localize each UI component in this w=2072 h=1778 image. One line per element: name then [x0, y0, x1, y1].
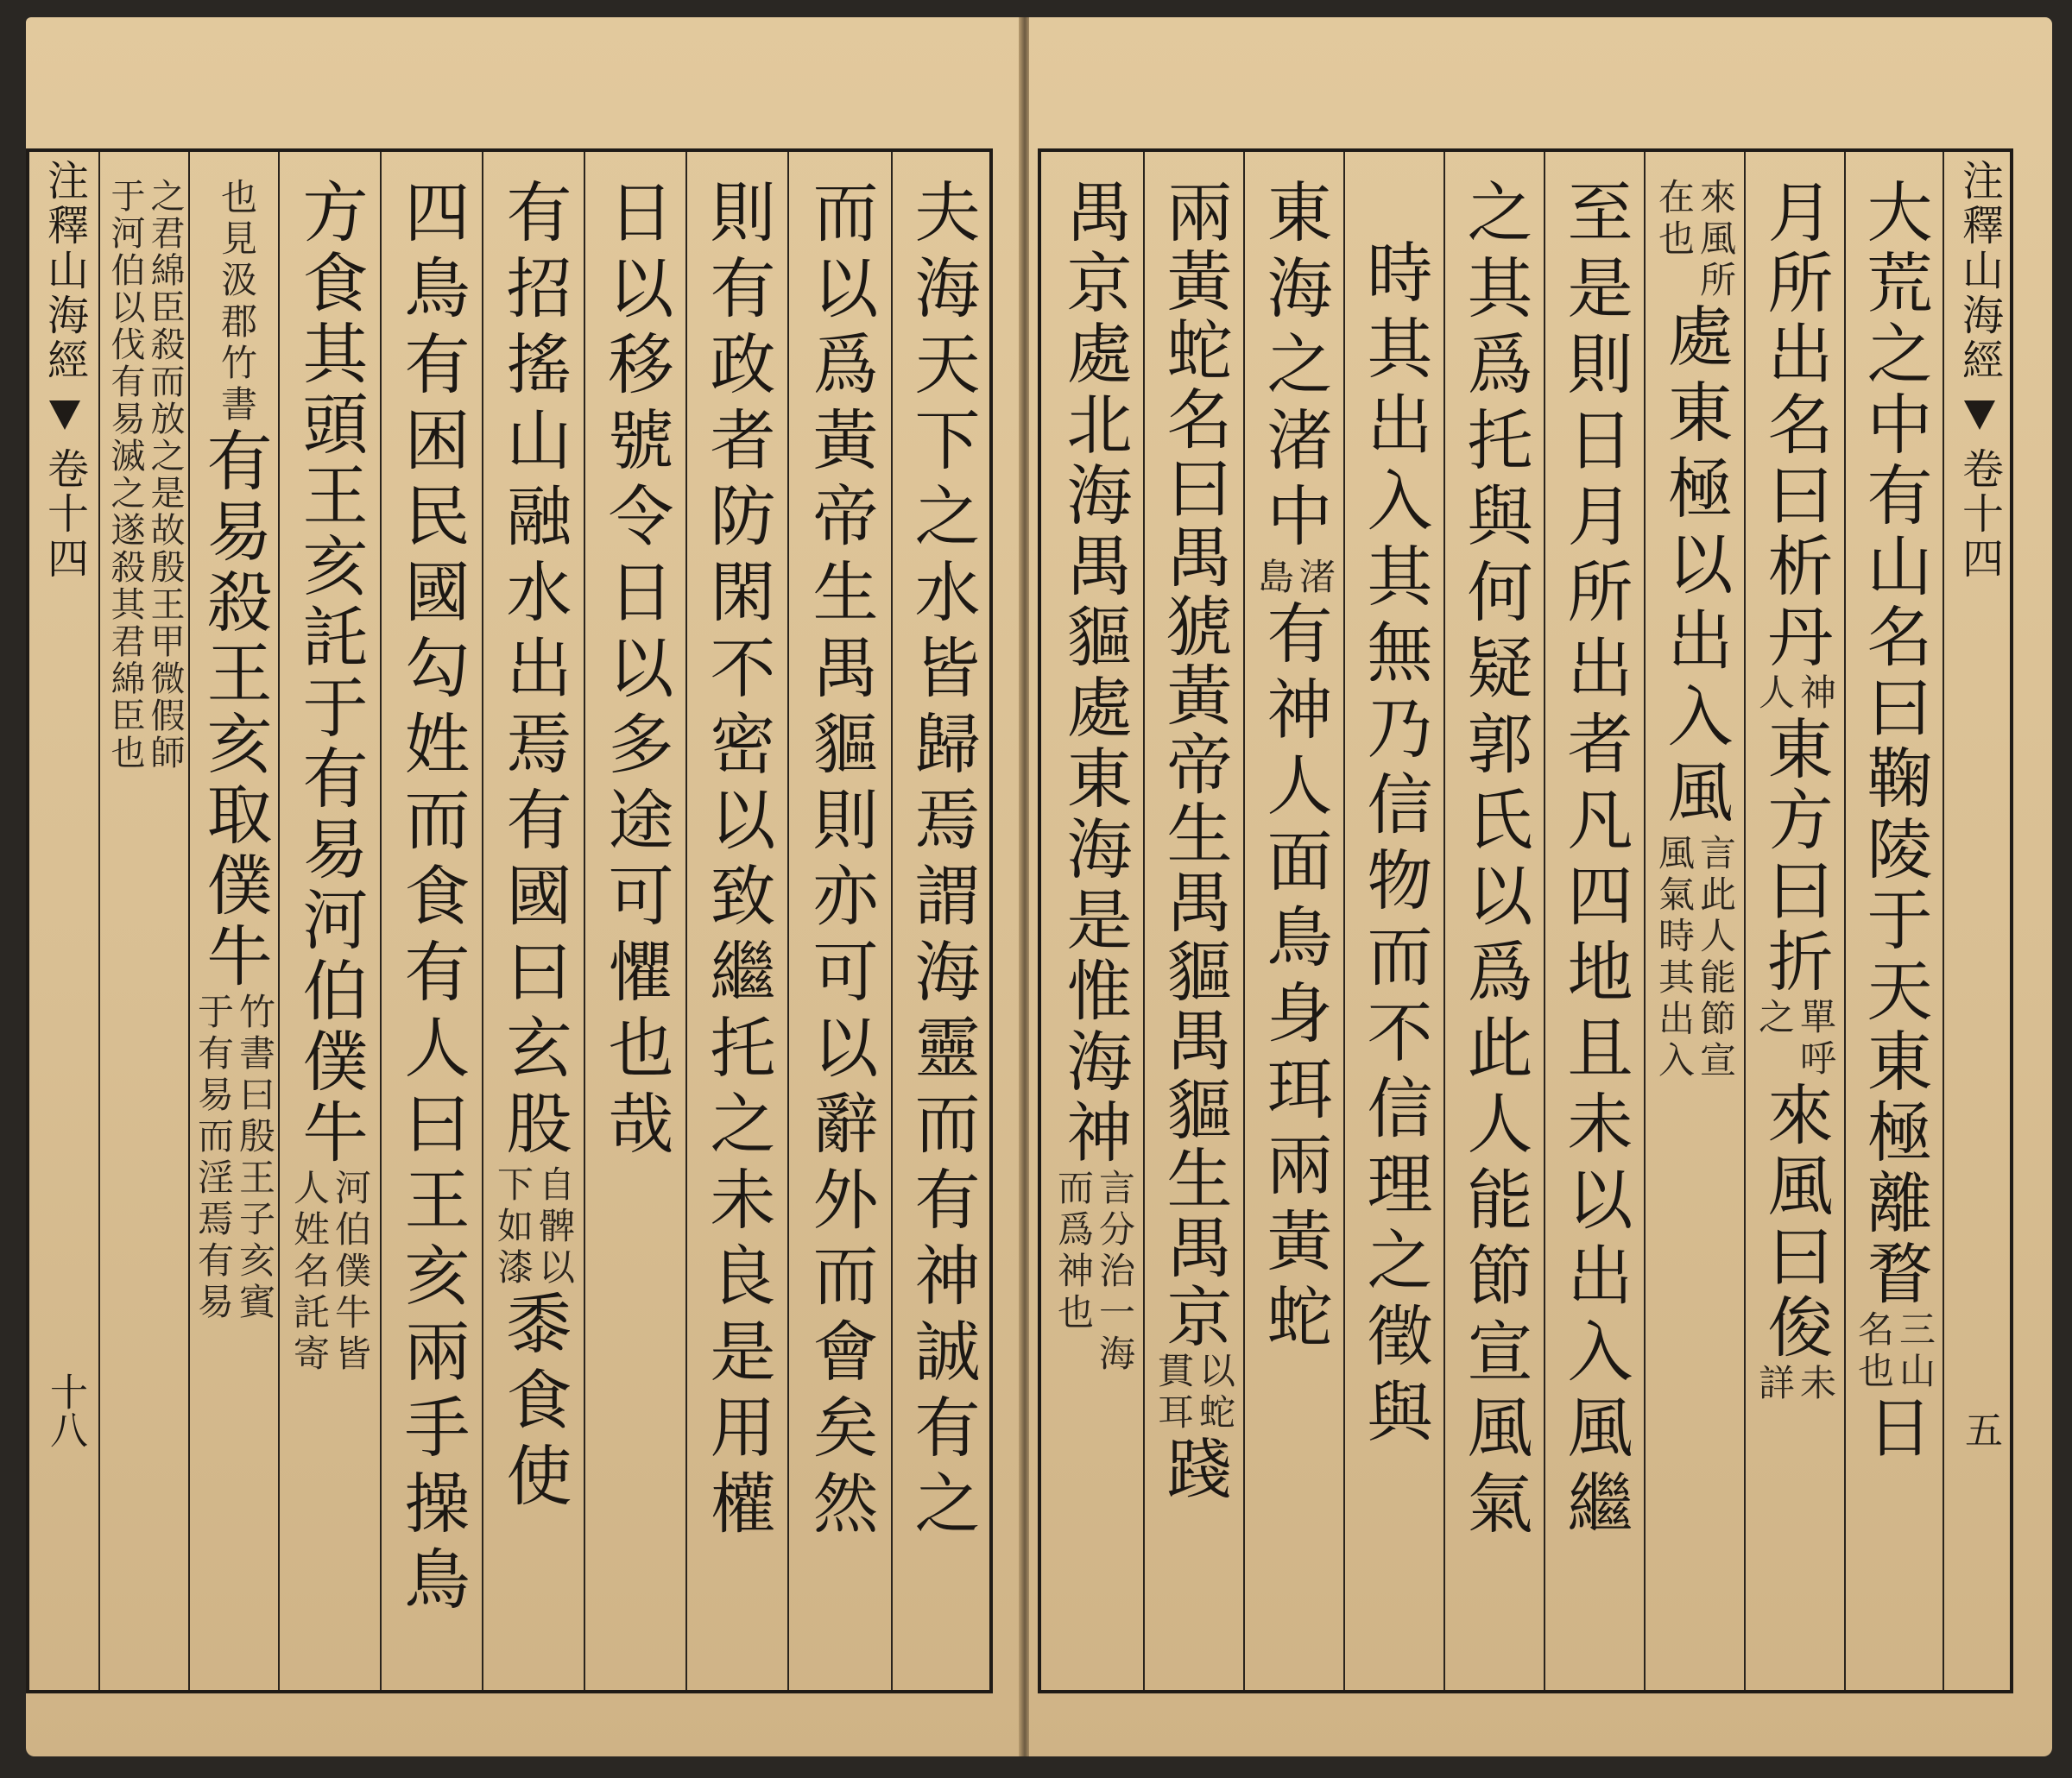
right-col-2-note-2 [1753, 998, 1837, 1081]
right-col-8-text: 兩黃蛇名曰禺猇黃帝生禺貙禺貙生禺京 [1156, 178, 1233, 1352]
note-right: 渚 [1294, 558, 1336, 599]
note-left: 貫耳 [1153, 1352, 1195, 1434]
left-col-8 [190, 152, 278, 1690]
right-col-3 [1647, 152, 1742, 1690]
left-col-7-note [288, 1169, 372, 1376]
note-left: 于有易而淫焉有易 [193, 993, 235, 1324]
left-col-9-note [105, 178, 185, 772]
note-right: 也見汲郡竹書 [216, 178, 258, 426]
note-right: 竹書曰殷王子亥賓 [234, 993, 276, 1324]
right-col-8-text-after: 踐 [1156, 1434, 1233, 1510]
note-left: 而爲神也 [1052, 1169, 1095, 1334]
left-col-7 [280, 152, 380, 1690]
right-col-1-text-after: 日 [1856, 1393, 1933, 1469]
note-right: 之君綿臣殺而放之是故殷王甲微假師 [145, 178, 185, 772]
right-margin-leaf-number: 五 [1958, 1410, 2002, 1448]
note-left: 于河伯以伐有易滅之遂殺其君綿臣也 [105, 178, 145, 772]
right-col-7-text-after: 有神人面鳥身珥兩黃蛇 [1256, 599, 1333, 1359]
note-right: 神 [1795, 673, 1837, 715]
right-col-1 [1848, 152, 1941, 1690]
left-col-8-text: 有易殺王亥取僕牛 [196, 426, 273, 993]
left-col-5-text-after: 黍食使 [496, 1289, 572, 1517]
right-col-4-text: 至是則日月所出者凡四地且未以出入風繼 [1557, 178, 1633, 1545]
right-col-2 [1747, 152, 1842, 1690]
left-col-1 [893, 152, 991, 1690]
right-page [1029, 17, 2052, 1756]
note-left: 島 [1253, 558, 1295, 599]
note-right: 三山 [1894, 1310, 1936, 1393]
right-col-8-note [1153, 1352, 1236, 1434]
left-col-4 [585, 152, 685, 1690]
right-col-9-note [1052, 1169, 1136, 1376]
left-margin-book-title: 注釋山海經 [40, 159, 89, 383]
left-col-3-text: 則有政者防閑不密以致繼托之未良是用權 [699, 178, 776, 1545]
fish-tail-mark [49, 400, 80, 430]
left-col-5-text: 有招搖山融水出焉有國曰玄股 [496, 178, 572, 1165]
left-col-1-text: 夫海天下之水皆歸焉謂海靈而有神誠有之 [904, 178, 981, 1545]
right-page-frame [1038, 148, 2013, 1693]
right-col-9 [1046, 152, 1141, 1690]
right-col-8 [1147, 152, 1241, 1690]
right-col-7 [1247, 152, 1342, 1690]
right-col-7-note [1253, 558, 1336, 599]
left-col-4-text: 日以移號令日以多途可懼也哉 [597, 178, 674, 1165]
left-col-6 [382, 152, 482, 1690]
note-right: 言分治一海 [1094, 1169, 1136, 1376]
fish-tail-mark [1964, 400, 1995, 430]
note-right: 以蛇 [1194, 1352, 1236, 1434]
left-col-5-note [492, 1165, 576, 1289]
note-left: 名也 [1853, 1310, 1895, 1393]
note-left: 下如漆 [492, 1165, 534, 1289]
right-margin-column [1949, 159, 2010, 1690]
left-col-8-note-1 [213, 178, 258, 426]
note-right: 來風所 [1695, 178, 1737, 302]
right-col-5-text: 之其爲托與何疑郭氏以爲此人能節宣風氣 [1456, 178, 1533, 1545]
right-col-1-text: 大荒之中有山名曰鞠陵于天東極離瞀 [1856, 178, 1933, 1310]
left-col-2 [789, 152, 891, 1690]
note-left: 在也 [1653, 178, 1696, 261]
right-col-3-text: 處東極以出入風 [1657, 302, 1734, 834]
note-left: 詳 [1753, 1364, 1796, 1405]
right-col-2-text-after: 東方曰折 [1757, 715, 1834, 998]
left-page [26, 17, 1019, 1756]
right-col-1-note [1853, 1310, 1936, 1393]
note-left: 人 [1753, 673, 1796, 715]
left-col-6-text: 四鳥有困民國勾姓而食有人曰王亥兩手操鳥 [394, 178, 471, 1621]
note-left: 風氣時其出入 [1653, 834, 1696, 1082]
left-margin-leaf-number: 十八 [43, 1372, 87, 1448]
right-col-6-text: 時其出入其無乃信物而不信理之徵與 [1356, 238, 1433, 1453]
note-right: 河伯僕牛皆 [330, 1169, 372, 1376]
left-margin-column [35, 159, 95, 1690]
right-col-2-text: 月所出名曰析丹 [1757, 178, 1834, 673]
right-margin-volume: 卷十四 [1955, 447, 2004, 582]
note-right: 單呼 [1795, 998, 1837, 1081]
left-col-2-text: 而以爲黃帝生禺貙則亦可以辭外而會矣然 [802, 178, 879, 1545]
right-col-2-note-1 [1753, 673, 1837, 715]
right-col-3-note-1 [1653, 178, 1737, 302]
left-col-7-text: 方食其頭王亥託于有易河伯僕牛 [292, 178, 369, 1169]
left-col-3 [687, 152, 787, 1690]
right-col-5 [1447, 152, 1542, 1690]
right-col-2-text-after-2: 來風曰俊 [1757, 1081, 1834, 1364]
left-col-9 [102, 152, 188, 1690]
note-left: 人姓名託寄 [288, 1169, 331, 1376]
left-page-frame [26, 148, 993, 1693]
left-margin-volume: 卷十四 [40, 447, 89, 582]
right-col-7-text: 東海之渚中 [1256, 178, 1333, 558]
right-col-2-note-3 [1753, 1364, 1837, 1405]
note-right: 自髀以 [534, 1165, 576, 1289]
right-col-3-note-2 [1653, 834, 1737, 1082]
note-right: 言此人能節宣 [1695, 834, 1737, 1082]
right-col-4 [1547, 152, 1642, 1690]
left-col-8-note-2 [193, 993, 276, 1324]
note-right: 未 [1795, 1364, 1837, 1405]
left-col-5 [483, 152, 584, 1690]
note-left: 之 [1753, 998, 1796, 1039]
right-margin-book-title: 注釋山海經 [1955, 159, 2004, 383]
right-col-9-text: 禺京處北海禺貙處東海是惟海神 [1056, 178, 1133, 1169]
right-col-6 [1347, 152, 1442, 1690]
